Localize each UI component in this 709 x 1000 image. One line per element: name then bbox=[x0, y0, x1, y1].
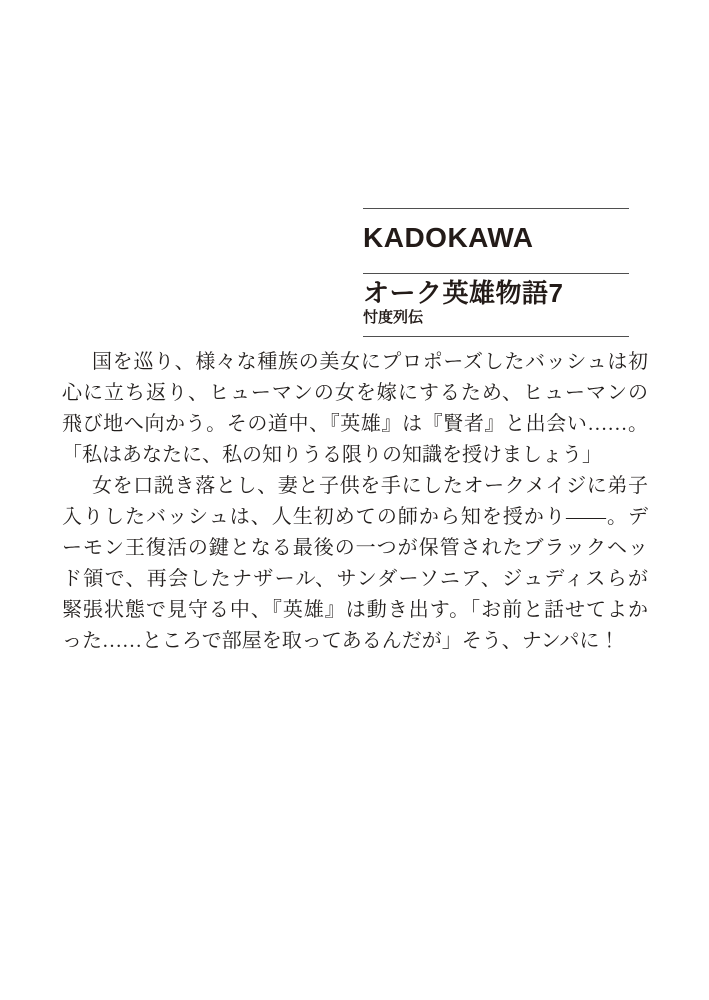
publisher-logo: KADOKAWA bbox=[363, 222, 534, 253]
synopsis-line: 女を口説き落とし、妻と子供を手にしたオークメイジに弟子 bbox=[92, 475, 648, 497]
synopsis-line: 入りしたバッシュは、人生初めての師から知を授かり――。デ bbox=[62, 506, 648, 528]
synopsis-line: ド領で、再会したナザール、サンダーソニア、ジュディスらが bbox=[62, 568, 648, 590]
synopsis-line: ーモン王復活の鍵となる最後の一つが保管されたブラックヘッ bbox=[62, 537, 648, 559]
synopsis-line: 「私はあなたに、私の知りうる限りの知識を授けましょう」 bbox=[62, 444, 602, 466]
synopsis-line: 飛び地へ向かう。その道中、『英雄』は『賢者』と出会い……。 bbox=[62, 413, 648, 435]
header-block bbox=[363, 208, 629, 337]
synopsis-line: 国を巡り、様々な種族の美女にプロポーズしたバッシュは初 bbox=[92, 351, 648, 373]
synopsis-line: った……ところで部屋を取ってあるんだが」そう、ナンパに！ bbox=[62, 630, 620, 652]
title-section bbox=[363, 274, 629, 337]
synopsis bbox=[62, 347, 648, 657]
book-subtitle: 忖度列伝 bbox=[363, 309, 424, 326]
publisher-logo-section bbox=[363, 209, 629, 274]
synopsis-line: 緊張状態で見守る中、『英雄』は動き出す。「お前と話せてよか bbox=[62, 599, 648, 621]
book-title: オーク英雄物語7 bbox=[363, 278, 564, 308]
synopsis-line: 心に立ち返り、ヒューマンの女を嫁にするため、ヒューマンの bbox=[62, 382, 648, 404]
